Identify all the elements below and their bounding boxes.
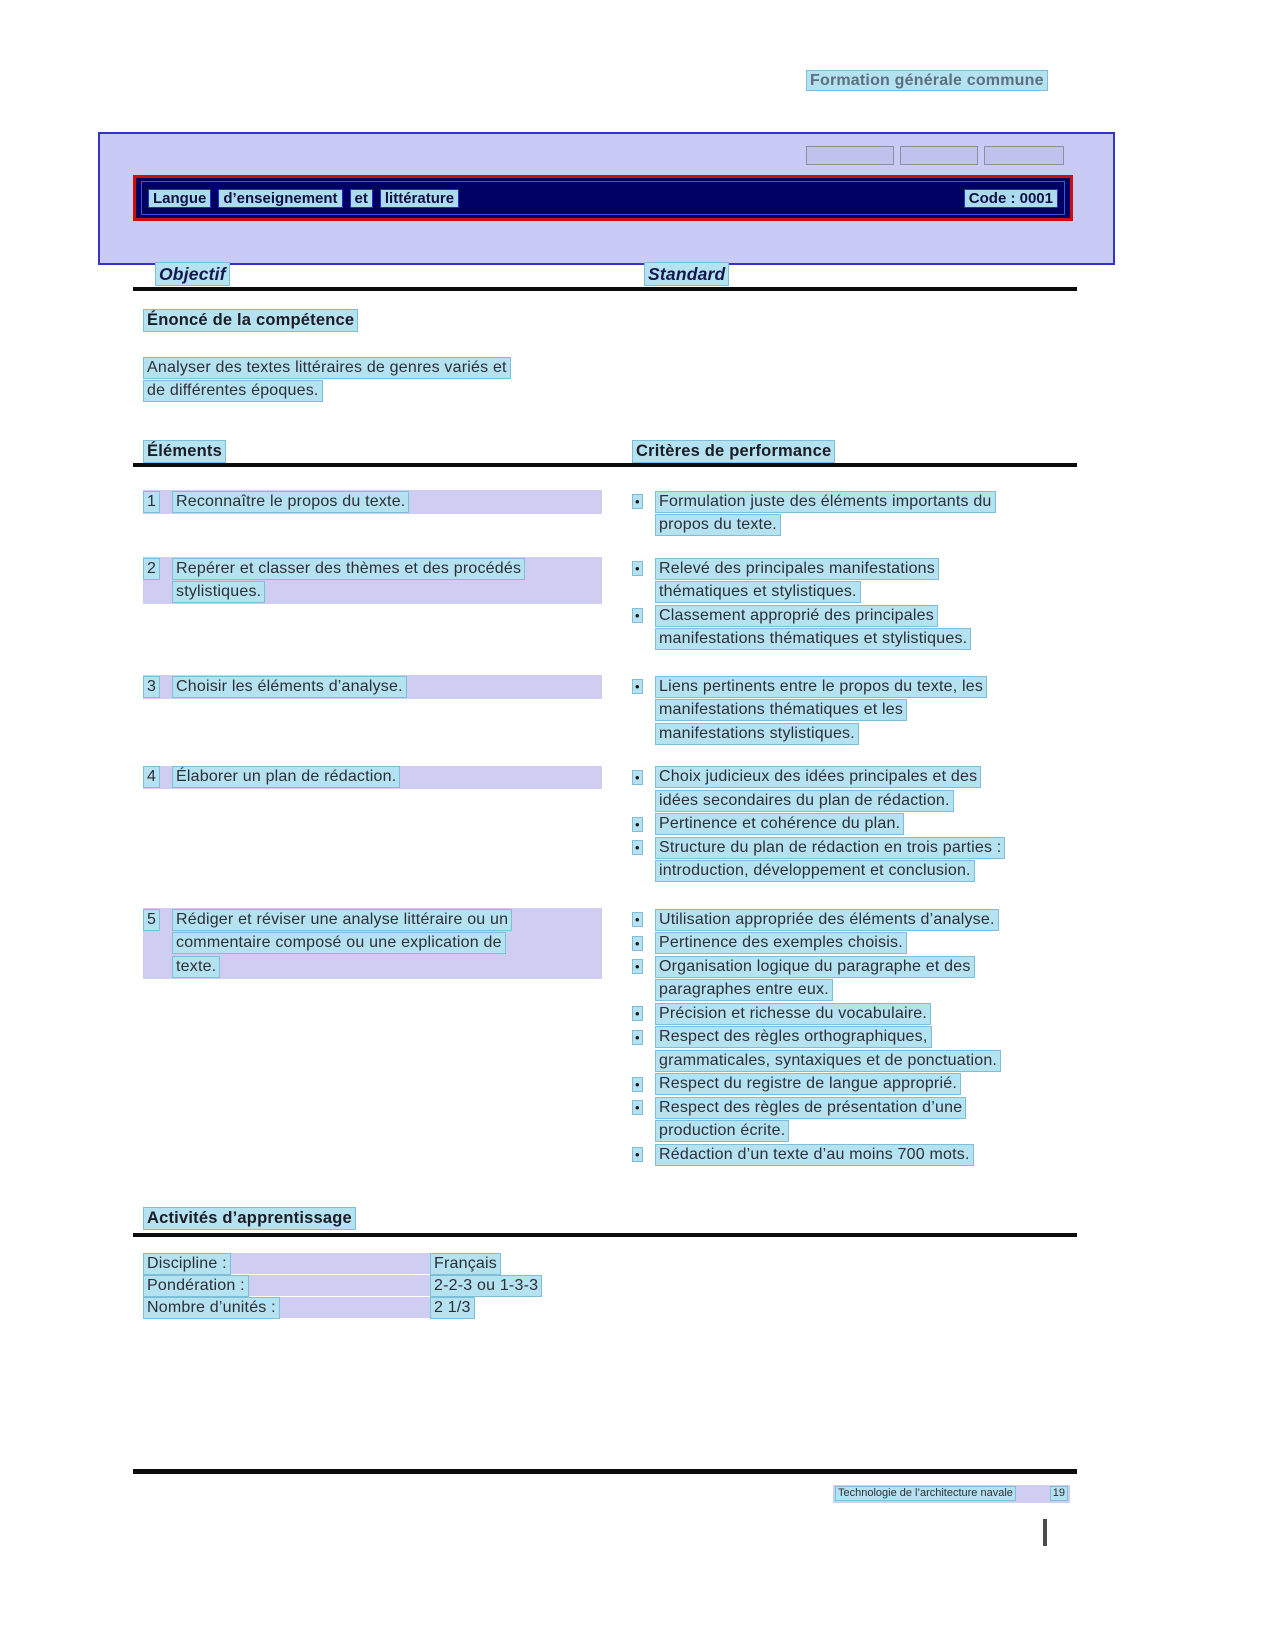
- criterion-line: [655, 860, 1077, 884]
- criterion-line: [655, 1026, 1077, 1050]
- header-tag: [806, 70, 1048, 91]
- criterion-text: paragraphes entre eux.: [655, 979, 833, 1001]
- bullet-icon: •: [632, 1077, 643, 1092]
- bullet-icon: •: [632, 561, 643, 576]
- bullet-icon: •: [632, 959, 643, 974]
- criterion-text: manifestations thématiques et stylistiques.: [655, 628, 971, 650]
- activities-heading: Activités d’apprentissage: [143, 1207, 356, 1230]
- criterion-line: [655, 722, 1077, 746]
- criterion-line: [655, 1143, 1077, 1167]
- field-value: Français: [430, 1253, 501, 1275]
- field-label: Pondération :: [143, 1275, 249, 1297]
- table-row: [133, 557, 1077, 651]
- bullet-icon: •: [632, 840, 643, 855]
- banner-cell: [984, 146, 1064, 165]
- criterion-text: Précision et richesse du vocabulaire.: [655, 1003, 931, 1025]
- criteria-cell: [627, 490, 1077, 537]
- criterion-line: [655, 628, 1077, 652]
- criterion-line: [655, 557, 1077, 581]
- field-row: [143, 1253, 1077, 1275]
- footer: [833, 1485, 1070, 1503]
- criterion-line: [655, 789, 1077, 813]
- divider-rule: [133, 1233, 1077, 1237]
- criterion-line: [655, 766, 1077, 790]
- field-value: 2 1/3: [430, 1297, 475, 1319]
- element-line: [143, 766, 602, 790]
- criterion: [632, 490, 1077, 537]
- criterion-text: Respect des règles orthographiques,: [655, 1026, 932, 1048]
- criteria-cell: [627, 557, 1077, 651]
- criterion-text: production écrite.: [655, 1120, 789, 1142]
- element-number: 3: [143, 676, 160, 698]
- criterion-text: Rédaction d’un texte d’au moins 700 mots.: [655, 1144, 974, 1166]
- bullet-icon: •: [632, 1100, 643, 1115]
- title-word: et: [350, 189, 373, 208]
- criterion-text: Choix judicieux des idées principales et des: [655, 766, 981, 788]
- criterion-line: [655, 1096, 1077, 1120]
- table-row: [133, 675, 1077, 746]
- element-number: 5: [143, 909, 160, 931]
- criterion-line: [655, 1049, 1077, 1073]
- field-label-bar: [143, 1297, 430, 1318]
- element-cell: [133, 908, 627, 1167]
- course-title: [148, 189, 459, 208]
- objectif-standard-row: [133, 260, 1077, 287]
- bullet-icon: •: [632, 679, 643, 694]
- element-cell: [133, 490, 627, 537]
- element-cell: [133, 557, 627, 651]
- title-word: littérature: [380, 189, 459, 208]
- bullet-icon: •: [632, 817, 643, 832]
- criterion: [632, 675, 1077, 746]
- text-line: [143, 380, 1077, 404]
- activities-block: [133, 1207, 1077, 1230]
- criterion-line: [655, 1120, 1077, 1144]
- field-row: [143, 1297, 1077, 1319]
- criterion: [632, 604, 1077, 651]
- criterion-text: Formulation juste des éléments importants du: [655, 491, 996, 513]
- criterion-text: grammaticales, syntaxiques et de ponctuation.: [655, 1050, 1001, 1072]
- element-line: [143, 557, 602, 581]
- criterion-text: Pertinence des exemples choisis.: [655, 932, 907, 954]
- element-text: Choisir les éléments d’analyse.: [172, 676, 407, 698]
- criterion-text: manifestations thématiques et les: [655, 699, 907, 721]
- bullet-icon: •: [632, 912, 643, 927]
- criterion-text: Structure du plan de rédaction en trois parties :: [655, 837, 1005, 859]
- element-number: 4: [143, 766, 160, 788]
- text-cursor-mark: [1043, 1519, 1047, 1546]
- criterion: [632, 908, 1077, 932]
- element-text: Élaborer un plan de rédaction.: [172, 766, 400, 788]
- element-text: commentaire composé ou une explication de: [172, 932, 506, 954]
- enonce-block: [133, 309, 1077, 332]
- main-content: [133, 260, 1077, 1503]
- objectif-heading: Objectif: [155, 262, 230, 286]
- statement-text: Analyser des textes littéraires de genres variés et: [143, 357, 511, 379]
- banner-cell: [900, 146, 978, 165]
- criterion-line: [655, 836, 1077, 860]
- element-text: stylistiques.: [172, 581, 265, 603]
- criterion-text: Utilisation appropriée des éléments d’analyse.: [655, 909, 999, 931]
- table-row: [133, 490, 1077, 537]
- bullet-icon: •: [632, 770, 643, 785]
- element-text: Rédiger et réviser une analyse littéraire ou un: [172, 909, 512, 931]
- standard-heading: Standard: [644, 262, 729, 286]
- criterion-text: Respect du registre de langue approprié.: [655, 1073, 961, 1095]
- criterion-text: Pertinence et cohérence du plan.: [655, 813, 904, 835]
- banner-cell: [806, 146, 894, 165]
- footer-rule: [133, 1469, 1077, 1474]
- enonce-heading: Énoncé de la compétence: [143, 309, 358, 332]
- criterion: [632, 836, 1077, 883]
- criterion-text: idées secondaires du plan de rédaction.: [655, 790, 954, 812]
- criterion-line: [655, 581, 1077, 605]
- footer-text: Technologie de l’architecture navale: [835, 1486, 1016, 1501]
- criterion-text: propos du texte.: [655, 514, 781, 536]
- criterion-line: [655, 1073, 1077, 1097]
- element-cell: [133, 766, 627, 884]
- criterion-text: manifestations stylistiques.: [655, 723, 859, 745]
- element-line: [143, 932, 602, 956]
- field-row: [143, 1275, 1077, 1297]
- divider-rule: [133, 287, 1077, 291]
- bullet-icon: •: [632, 1006, 643, 1021]
- bullet-icon: •: [632, 608, 643, 623]
- title-word: d’enseignement: [218, 189, 342, 208]
- criterion-text: Liens pertinents entre le propos du texte, les: [655, 676, 987, 698]
- bullet-icon: •: [632, 494, 643, 509]
- course-title-row: [141, 181, 1065, 215]
- criterion-text: Classement approprié des principales: [655, 605, 938, 627]
- criterion: [632, 1096, 1077, 1143]
- criterion-line: [655, 490, 1077, 514]
- footer-page-number: 19: [1050, 1486, 1068, 1501]
- course-banner: [98, 132, 1115, 265]
- criterion-text: Organisation logique du paragraphe et des: [655, 956, 975, 978]
- text-line: [143, 356, 1077, 380]
- table-row: [133, 766, 1077, 884]
- criterion-line: [655, 908, 1077, 932]
- field-label-bar: [143, 1253, 430, 1274]
- element-text: Reconnaître le propos du texte.: [172, 491, 409, 513]
- table-heading-row: [133, 439, 1077, 463]
- bullet-icon: •: [632, 936, 643, 951]
- criteria-cell: [627, 766, 1077, 884]
- criterion: [632, 1002, 1077, 1026]
- field-label: Discipline :: [143, 1253, 231, 1275]
- criterion-line: [655, 699, 1077, 723]
- criteria-cell: [627, 908, 1077, 1167]
- field-value: 2-2-3 ou 1-3-3: [430, 1275, 542, 1297]
- bullet-icon: •: [632, 1147, 643, 1162]
- criterion-line: [655, 813, 1077, 837]
- criteres-heading: Critères de performance: [632, 440, 835, 463]
- criterion-line: [655, 675, 1077, 699]
- criterion-line: [655, 979, 1077, 1003]
- criterion: [632, 932, 1077, 956]
- header-tag-text: Formation générale commune: [806, 70, 1048, 91]
- criterion-line: [655, 604, 1077, 628]
- statement-text: de différentes époques.: [143, 380, 323, 402]
- criterion: [632, 1026, 1077, 1073]
- element-text: Repérer et classer des thèmes et des procédés: [172, 558, 525, 580]
- criterion: [632, 766, 1077, 813]
- element-line: [143, 908, 602, 932]
- activities-fields: [133, 1253, 1077, 1319]
- course-title-bar: [133, 175, 1073, 221]
- title-word: Langue: [148, 189, 211, 208]
- criterion-line: [655, 932, 1077, 956]
- competence-statement: [133, 356, 1077, 403]
- criterion-text: thématiques et stylistiques.: [655, 581, 861, 603]
- criterion: [632, 1143, 1077, 1167]
- field-label-bar: [143, 1275, 430, 1296]
- field-label: Nombre d’unités :: [143, 1297, 280, 1319]
- elements-heading: Éléments: [143, 440, 226, 463]
- criterion-text: introduction, développement et conclusion.: [655, 860, 975, 882]
- criterion-line: [655, 514, 1077, 538]
- criterion-line: [655, 955, 1077, 979]
- criterion-text: Relevé des principales manifestations: [655, 558, 939, 580]
- criterion-line: [655, 1002, 1077, 1026]
- criterion: [632, 813, 1077, 837]
- divider-rule: [133, 463, 1077, 467]
- table-row: [133, 908, 1077, 1167]
- element-line: [143, 675, 602, 699]
- element-number: 1: [143, 491, 160, 513]
- element-line: [143, 581, 602, 605]
- element-cell: [133, 675, 627, 746]
- element-number: 2: [143, 558, 160, 580]
- criterion-text: Respect des règles de présentation d’une: [655, 1097, 966, 1119]
- banner-cells: [806, 146, 1064, 165]
- criteria-cell: [627, 675, 1077, 746]
- course-code: Code : 0001: [964, 189, 1058, 208]
- bullet-icon: •: [632, 1030, 643, 1045]
- element-line: [143, 490, 602, 514]
- criterion: [632, 1073, 1077, 1097]
- criterion: [632, 557, 1077, 604]
- criterion: [632, 955, 1077, 1002]
- element-text: texte.: [172, 956, 220, 978]
- element-line: [143, 955, 602, 979]
